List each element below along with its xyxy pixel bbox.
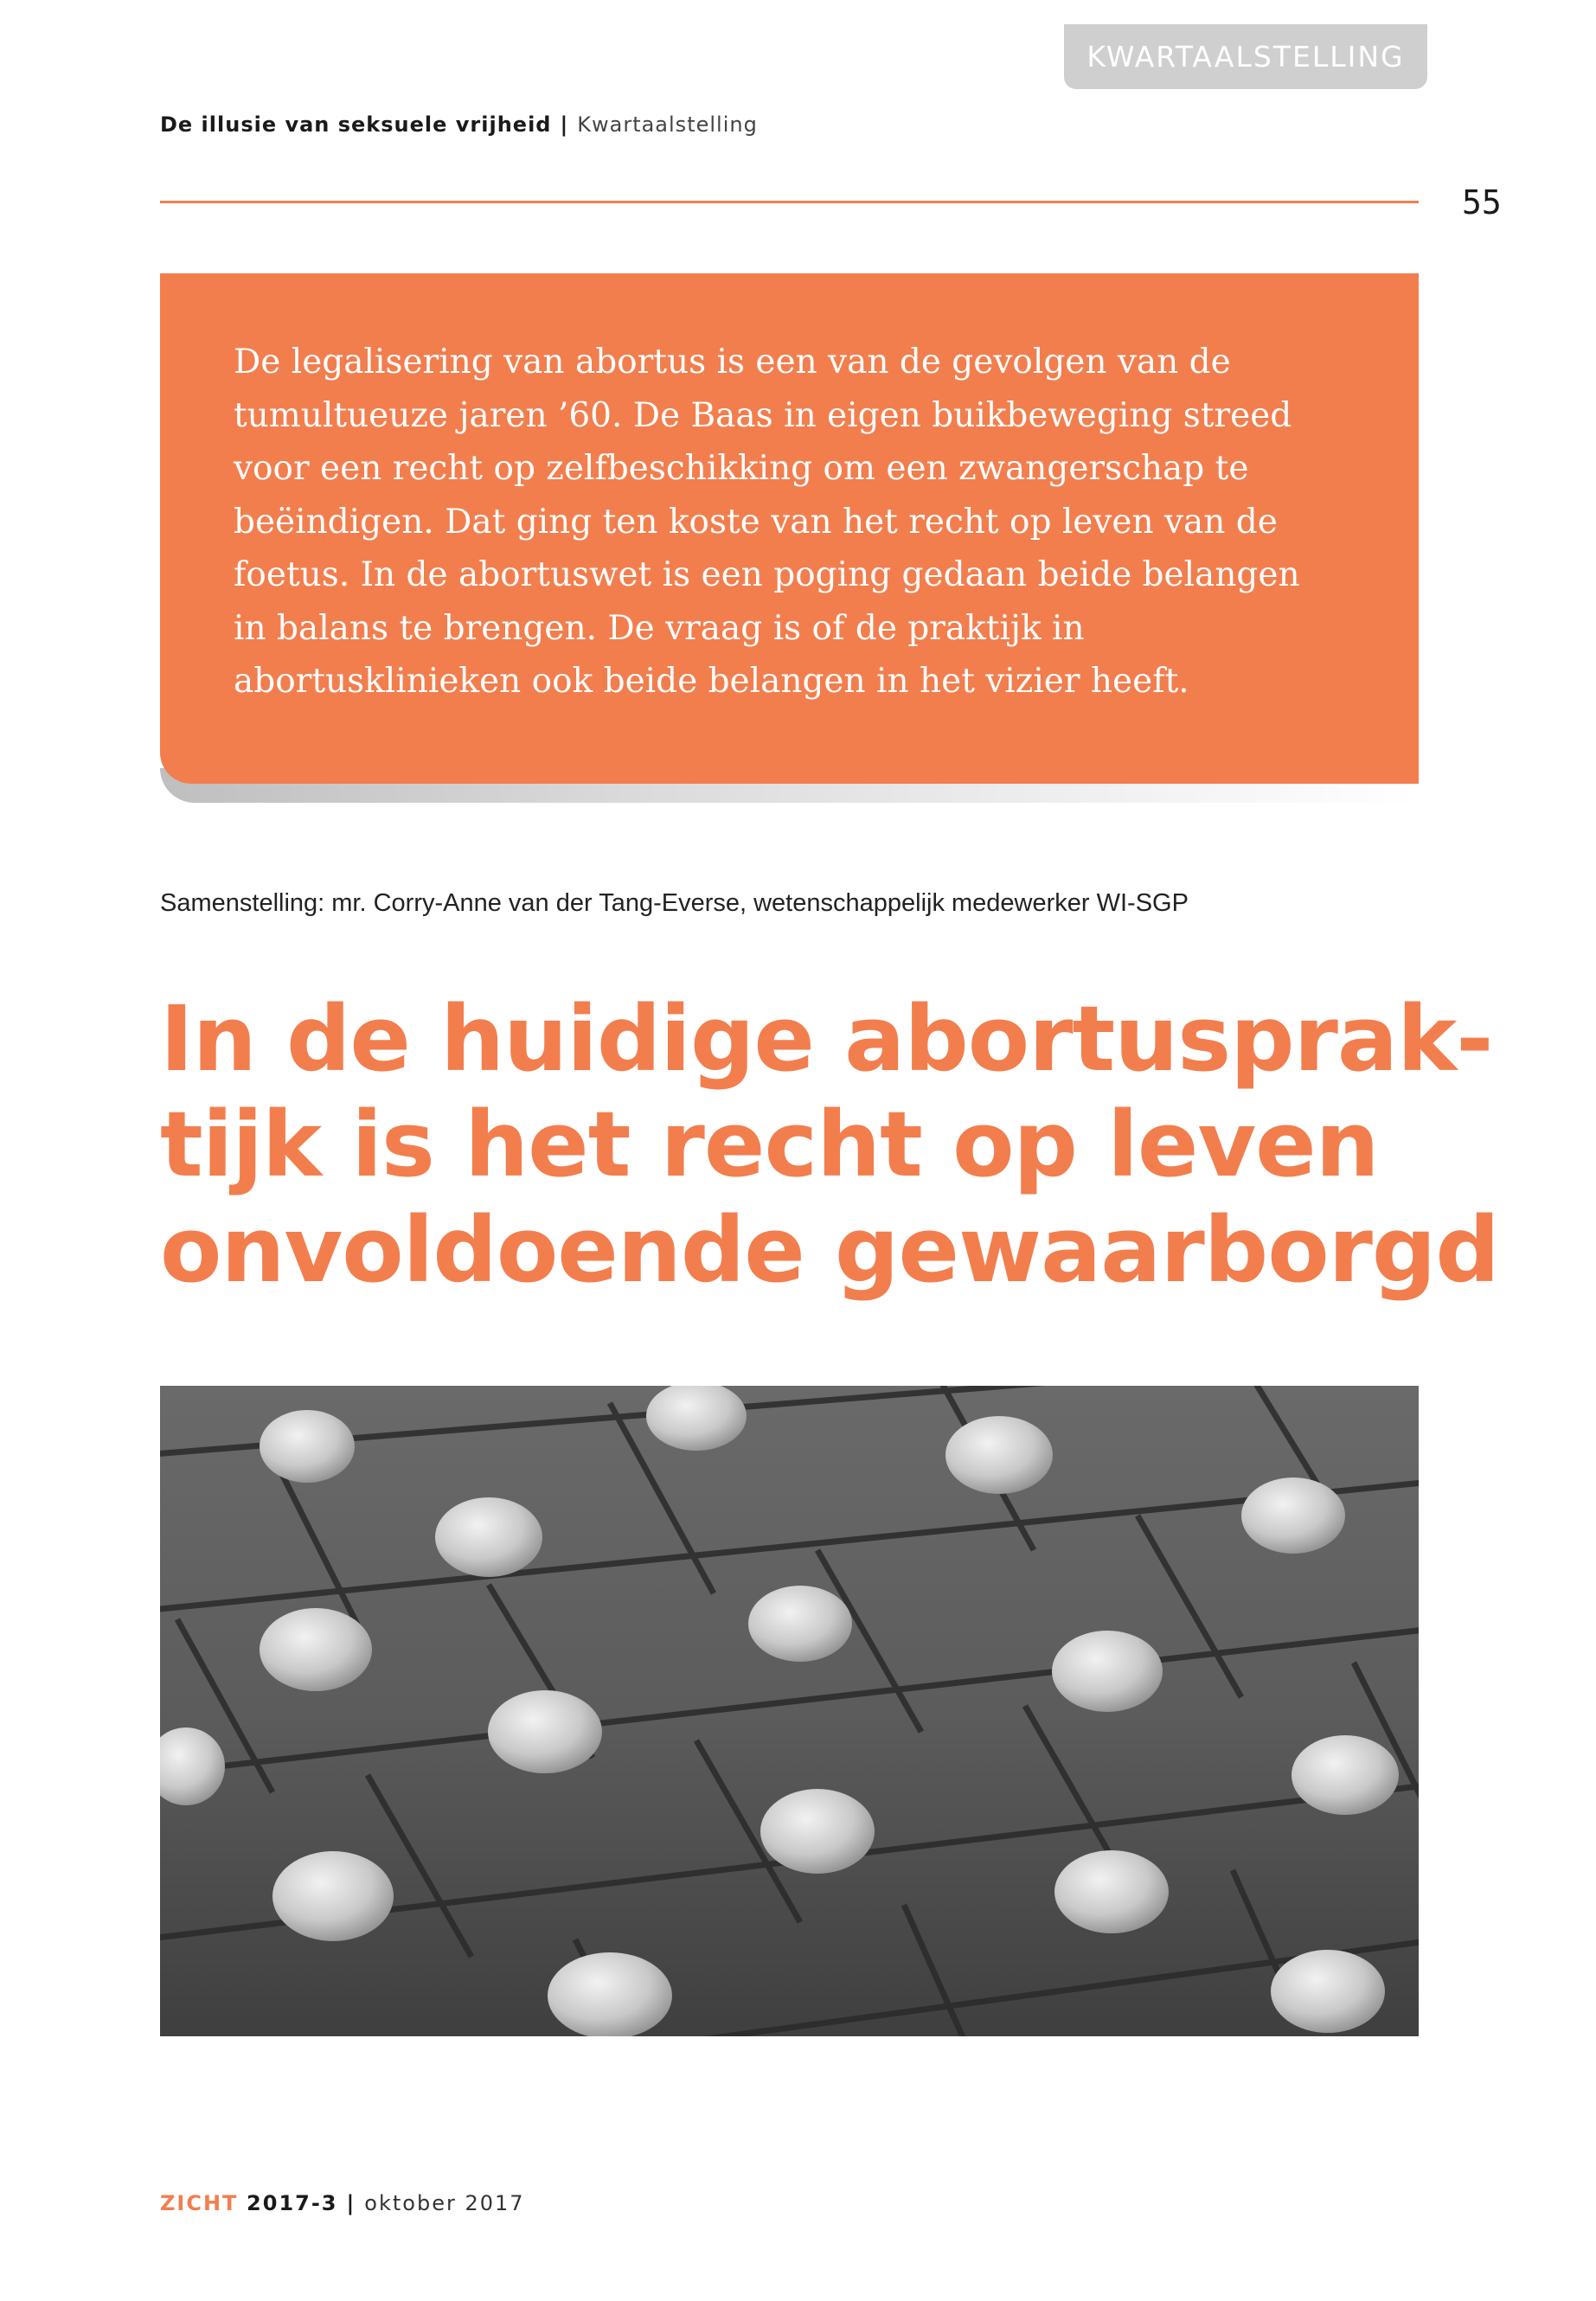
header-rule bbox=[160, 201, 1419, 203]
running-head-title: De illusie van seksuele vrijheid bbox=[160, 112, 552, 137]
page-number: 55 bbox=[1462, 183, 1502, 221]
footer-separator: | bbox=[346, 2191, 356, 2215]
footer-brand: ZICHT bbox=[160, 2191, 239, 2215]
page-footer bbox=[160, 2191, 525, 2215]
headline-line-2: tijk is het recht op leven bbox=[160, 1092, 1379, 1197]
article-headline bbox=[160, 986, 1499, 1303]
footer-date: oktober 2017 bbox=[364, 2191, 525, 2215]
headline-line-3: onvoldoende gewaarborgd bbox=[160, 1197, 1499, 1303]
fetus-figurines-photo bbox=[160, 1386, 1419, 2036]
author-credit: Samenstelling: mr. Corry-Anne van der Tang-Everse, wetenschappelijk medewerker WI-SGP bbox=[160, 889, 1189, 917]
running-head bbox=[160, 112, 758, 137]
section-tab: KWARTAALSTELLING bbox=[1064, 24, 1427, 89]
footer-issue: 2017-3 bbox=[247, 2191, 338, 2215]
headline-line-1: In de huidige abortusprak- bbox=[160, 986, 1493, 1092]
running-head-section: Kwartaalstelling bbox=[577, 112, 758, 137]
intro-text: De legalisering van abortus is een van de gevolgen van de tumultueuze jaren ’60. De Baas in eigen buikbeweging streed voor een recht op zelfbeschikking om een zwangerschap te beëindigen. Dat ging ten koste van het recht op leven van de foetus. In de abortuswet is een poging gedaan beide belangen in balans te brengen. De vraag is of de praktijk in abortusklinieken ook beide belangen in het vizier heeft. bbox=[234, 343, 1300, 701]
running-head-separator: | bbox=[560, 112, 569, 137]
intro-box bbox=[160, 273, 1419, 784]
